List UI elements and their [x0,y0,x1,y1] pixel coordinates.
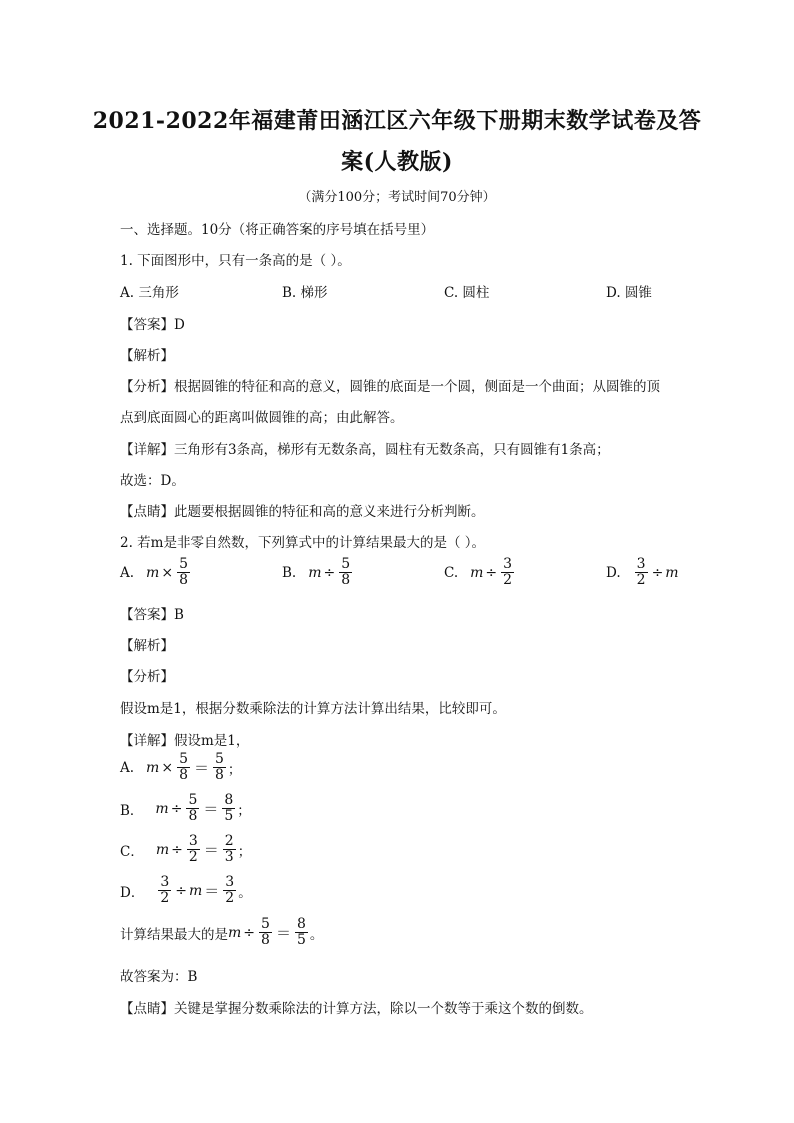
q2-final-answer: 故答案为：B [120,969,198,985]
q1-jiexi-label: 【解析】 [120,348,174,364]
exam-info: （满分100分；考试时间70分钟） [298,190,496,205]
q2-option-b: B. m ÷ $\frac{5}{8}$ [282,556,351,588]
q2-option-a: A. m × $\frac{5}{8}$ [120,556,188,588]
document-title-line-2: 案(人教版) [341,149,453,175]
q2-detail: 【详解】假设m是1， [120,733,250,749]
q1-option-b: B. 梯形 [282,285,328,301]
q2-option-c: C. m ÷ $\frac{3}{2}$ [444,556,513,588]
q2-stem: 2. 若m是非零自然数，下列算式中的计算结果最大的是（ ）。 [120,535,486,551]
q1-stem: 1. 下面图形中，只有一条高的是（ ）。 [120,253,351,269]
q2-calc-b: B． m ÷ $\frac{5}{8}$ ＝ $\frac{8}{5}$ ； [120,792,251,824]
q2-comment: 【点睛】关键是掌握分数乘除法的计算方法，除以一个数等于乘这个数的倒数。 [120,1001,593,1017]
document-title-line-1: 2021-2022年福建莆田涵江区六年级下册期末数学试卷及答 [92,108,702,134]
q2-analysis-label: 【分析】 [120,669,174,685]
q2-answer: 【答案】B [120,607,184,623]
q2-max-result: 计算结果最大的是 m ÷ $\frac{5}{8}$ ＝ $\frac{8}{5}$ 。 [120,916,324,948]
q1-analysis-line-1: 【分析】根据圆锥的特征和高的意义，圆锥的底面是一个圆，侧面是一个曲面；从圆锥的顶 [120,379,660,395]
section-heading: 一、选择题。10分（将正确答案的序号填在括号里） [120,222,435,238]
q1-option-c: C. 圆柱 [444,285,490,301]
q1-comment: 【点睛】此题要根据圆锥的特征和高的意义来进行分析判断。 [120,504,485,520]
q2-analysis-text: 假设m是1，根据分数乘除法的计算方法计算出结果，比较即可。 [120,701,506,717]
q1-detail: 【详解】三角形有3条高，梯形有无数条高，圆柱有无数条高，只有圆锥有1条高； [120,442,610,458]
q2-calc-c: C． m ÷ $\frac{3}{2}$ ＝ $\frac{2}{3}$ ； [120,833,252,865]
q2-jiexi-label: 【解析】 [120,638,174,654]
q1-answer: 【答案】D [120,317,185,333]
q2-option-d: D. $\frac{3}{2}$ ÷ m [606,556,679,588]
q2-calc-a: A. m × $\frac{5}{8}$ ＝ $\frac{5}{8}$ ； [120,751,242,783]
q1-choice: 故选：D。 [120,473,185,489]
q1-option-a: A. 三角形 [120,285,179,301]
q1-analysis-line-2: 点到底面圆心的距离叫做圆锥的高；由此解答。 [120,410,404,426]
q2-calc-d: D． $\frac{3}{2}$ ÷ m ＝ $\frac{3}{2}$ 。 [120,874,252,906]
q1-option-d: D. 圆锥 [606,285,652,301]
